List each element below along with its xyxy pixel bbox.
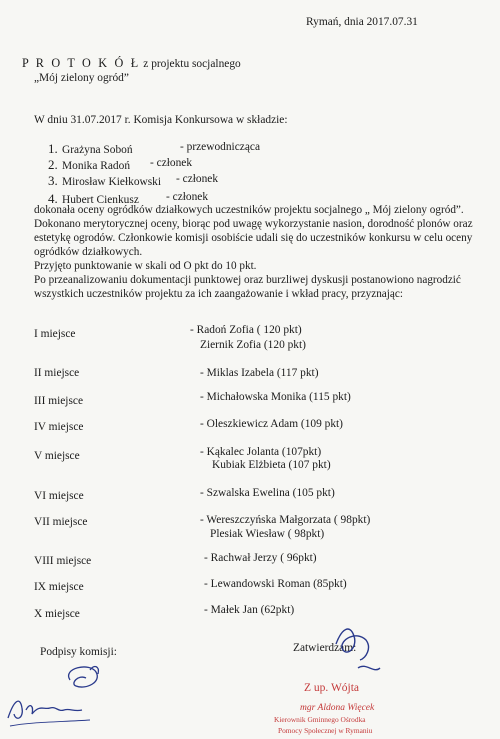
project-name: „Mój zielony ogród” [34, 72, 129, 84]
body-line: ogródków działkowych. [34, 246, 143, 258]
award-winner: Plesiak Wiesław ( 98pkt) [210, 528, 325, 540]
approved-label: Zatwierdzam: [293, 642, 357, 654]
signature-underline [10, 720, 90, 726]
signature-scribble [8, 701, 82, 718]
body-line: Dokonano merytorycznej oceny, biorąc pod uwagę wykorzystanie nasion, dorodność plonów oraz [34, 218, 473, 230]
member-name: Mirosław Kiełkowski [62, 176, 162, 188]
award-place: V miejsce [34, 450, 80, 462]
award-place: IV miejsce [34, 421, 84, 433]
body-line: Przyjęto punktowanie w skali od O pkt do 10 pkt. [34, 260, 257, 272]
signature-scribble [69, 667, 99, 688]
award-winner: - Lewandowski Roman (85pkt) [204, 578, 347, 590]
award-winner: Ziernik Zofia (120 pkt) [200, 339, 306, 351]
commission-member: 3. Mirosław Kiełkowski [48, 173, 162, 188]
commission-member: 1. Grażyna Soboń [48, 141, 133, 156]
title-protokol: P R O T O K Ó Ł [22, 56, 141, 70]
award-winner: - Radoń Zofia ( 120 pkt) [190, 324, 302, 336]
award-place: X miejsce [34, 608, 80, 620]
stamp-line: mgr Aldona Więcek [300, 703, 375, 713]
official-stamp [270, 618, 410, 739]
award-place: III miejsce [34, 395, 84, 407]
intro-line: W dniu 31.07.2017 r. Komisja Konkursowa w składzie: [34, 114, 288, 126]
award-winner: - Michałowska Monika (115 pkt) [200, 391, 351, 403]
award-place: VII miejsce [34, 516, 88, 528]
body-line: dokonała oceny ogródków działkowych uczestników projektu socjalnego „ Mój zielony ogród”. [34, 204, 464, 216]
place-and-date: Rymań, dnia 2017.07.31 [306, 16, 418, 28]
body-line: Po przeanalizowaniu dokumentacji punktowej oraz burzliwej dyskusji postanowiono nagrodzić [34, 274, 461, 286]
member-role: - członek [150, 157, 193, 169]
stamp-line: Pomocy Społecznej w Rymaniu [278, 726, 373, 735]
commission-signatures [0, 660, 160, 739]
award-place: IX miejsce [34, 581, 84, 593]
member-name: Hubert Cienkusz [62, 194, 139, 206]
approval-signature [336, 629, 380, 670]
award-winner: - Rachwał Jerzy ( 96pkt) [204, 552, 317, 564]
member-name: Monika Radoń [62, 160, 131, 172]
body-line: wszystkich uczestników projektu za ich zaangażowanie i wkład pracy, przyznając: [34, 288, 403, 300]
stamp-line: Kierownik Gminnego Ośrodka [274, 715, 366, 724]
award-winner: - Miklas Izabela (117 pkt) [200, 367, 319, 379]
commission-member: 2. Monika Radoń [48, 157, 131, 172]
member-role: - członek [176, 173, 219, 185]
commission-member: 4. Hubert Cienkusz [48, 191, 139, 206]
award-winner: - Kąkalec Jolanta (107pkt) [200, 446, 322, 458]
member-role: - członek [166, 191, 209, 203]
stamp-line: Z up. Wójta [304, 682, 360, 694]
title-rest: z projektu socjalnego [140, 58, 241, 70]
award-winner: - Małek Jan (62pkt) [204, 604, 295, 616]
award-place: II miejsce [34, 367, 80, 379]
award-place: VI miejsce [34, 490, 84, 502]
document-title [22, 56, 241, 71]
award-winner: - Oleszkiewicz Adam (109 pkt) [200, 418, 343, 430]
member-name: Grażyna Soboń [62, 144, 133, 156]
award-winner: - Szwalska Ewelina (105 pkt) [200, 487, 335, 499]
signatures-label: Podpisy komisji: [40, 646, 117, 658]
award-place: VIII miejsce [34, 555, 92, 567]
award-winner: - Wereszczyńska Małgorzata ( 98pkt) [200, 514, 371, 526]
award-place: I miejsce [34, 328, 76, 340]
award-winner: Kubiak Elżbieta (107 pkt) [212, 459, 331, 471]
body-line: estetykę ogrodów. Członkowie komisji osobiście udali się do uczestników konkursu w celu oceny [34, 232, 473, 244]
member-role: - przewodnicząca [180, 141, 260, 153]
